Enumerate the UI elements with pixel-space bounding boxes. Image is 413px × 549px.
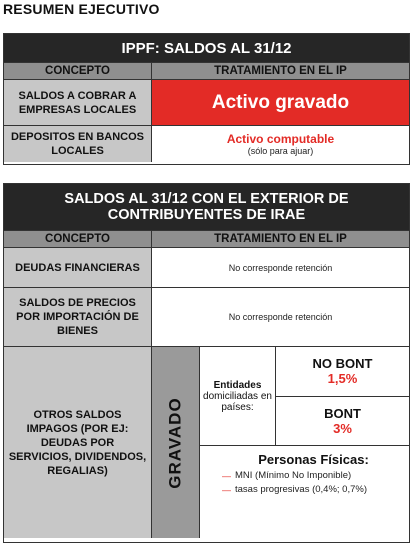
- irae-table-title: SALDOS AL 31/12 CON EL EXTERIOR DE CONTRIBUYENTES DE IRAE: [4, 184, 409, 230]
- entities-section: [200, 347, 409, 446]
- entities-sublabel: domiciliadas en países:: [203, 390, 272, 413]
- no-bont-label: NO BONT: [312, 356, 373, 372]
- concept-cell: SALDOS DE PRECIOS POR IMPORTACIÓN DE BIENES: [4, 288, 152, 346]
- persons-title: Personas Físicas:: [258, 452, 369, 467]
- bont-rate-cell: [276, 396, 409, 446]
- treatment-text: Activo gravado: [211, 91, 350, 113]
- concept-cell: OTROS SALDOS IMPAGOS (POR EJ: DEUDAS POR SERVICIOS, DIVIDENDOS, REGALIAS): [4, 347, 152, 538]
- treatment-cell: No corresponde retención: [228, 312, 333, 322]
- concept-cell: SALDOS A COBRAR A EMPRESAS LOCALES: [4, 80, 152, 125]
- bont-rate: 3%: [333, 420, 352, 436]
- gravado-details: [200, 347, 409, 538]
- persons-section: [200, 446, 409, 538]
- concept-column-header: CONCEPTO: [4, 231, 152, 247]
- ippf-summary-table: [3, 33, 410, 165]
- irae-exterior-table: [3, 183, 410, 543]
- list-item: — tasas progresivas (0,4%; 0,7%): [222, 484, 405, 496]
- table-row: [4, 347, 409, 538]
- irae-column-headers: [4, 230, 409, 248]
- treatment-column-header: TRATAMIENTO EN EL IP: [214, 65, 347, 77]
- table-row: [4, 80, 409, 126]
- entities-label: Entidades: [213, 379, 262, 391]
- bont-label: BONT: [324, 405, 361, 421]
- gravado-text: GRAVADO: [165, 396, 185, 489]
- persons-list: [222, 470, 405, 496]
- treatment-cell: No corresponde retención: [228, 262, 333, 273]
- table-row: [4, 248, 409, 288]
- table-row: [4, 288, 409, 347]
- treatment-column-header: TRATAMIENTO EN EL IP: [214, 233, 347, 245]
- no-bont-rate-cell: [276, 347, 409, 396]
- gravado-vertical-label: [152, 347, 200, 538]
- list-item: — MNI (Mínimo No Imponible): [222, 470, 405, 482]
- entity-rates: [275, 347, 409, 445]
- no-bont-rate: 1,5%: [327, 371, 358, 387]
- ippf-table-title: IPPF: SALDOS AL 31/12: [4, 34, 409, 62]
- treatment-cell: [152, 126, 409, 162]
- concept-cell: DEUDAS FINANCIERAS: [4, 248, 152, 287]
- ippf-column-headers: [4, 62, 409, 80]
- page-title: RESUMEN EJECUTIVO: [3, 1, 160, 17]
- table-row: [4, 126, 409, 162]
- concept-column-header: CONCEPTO: [4, 63, 152, 79]
- treatment-note: (sólo para ajuar): [247, 146, 314, 156]
- treatment-text: Activo computable: [226, 132, 335, 146]
- treatment-cell: [152, 80, 409, 125]
- concept-cell: DEPOSITOS EN BANCOS LOCALES: [4, 126, 152, 162]
- entities-label-cell: [200, 347, 275, 445]
